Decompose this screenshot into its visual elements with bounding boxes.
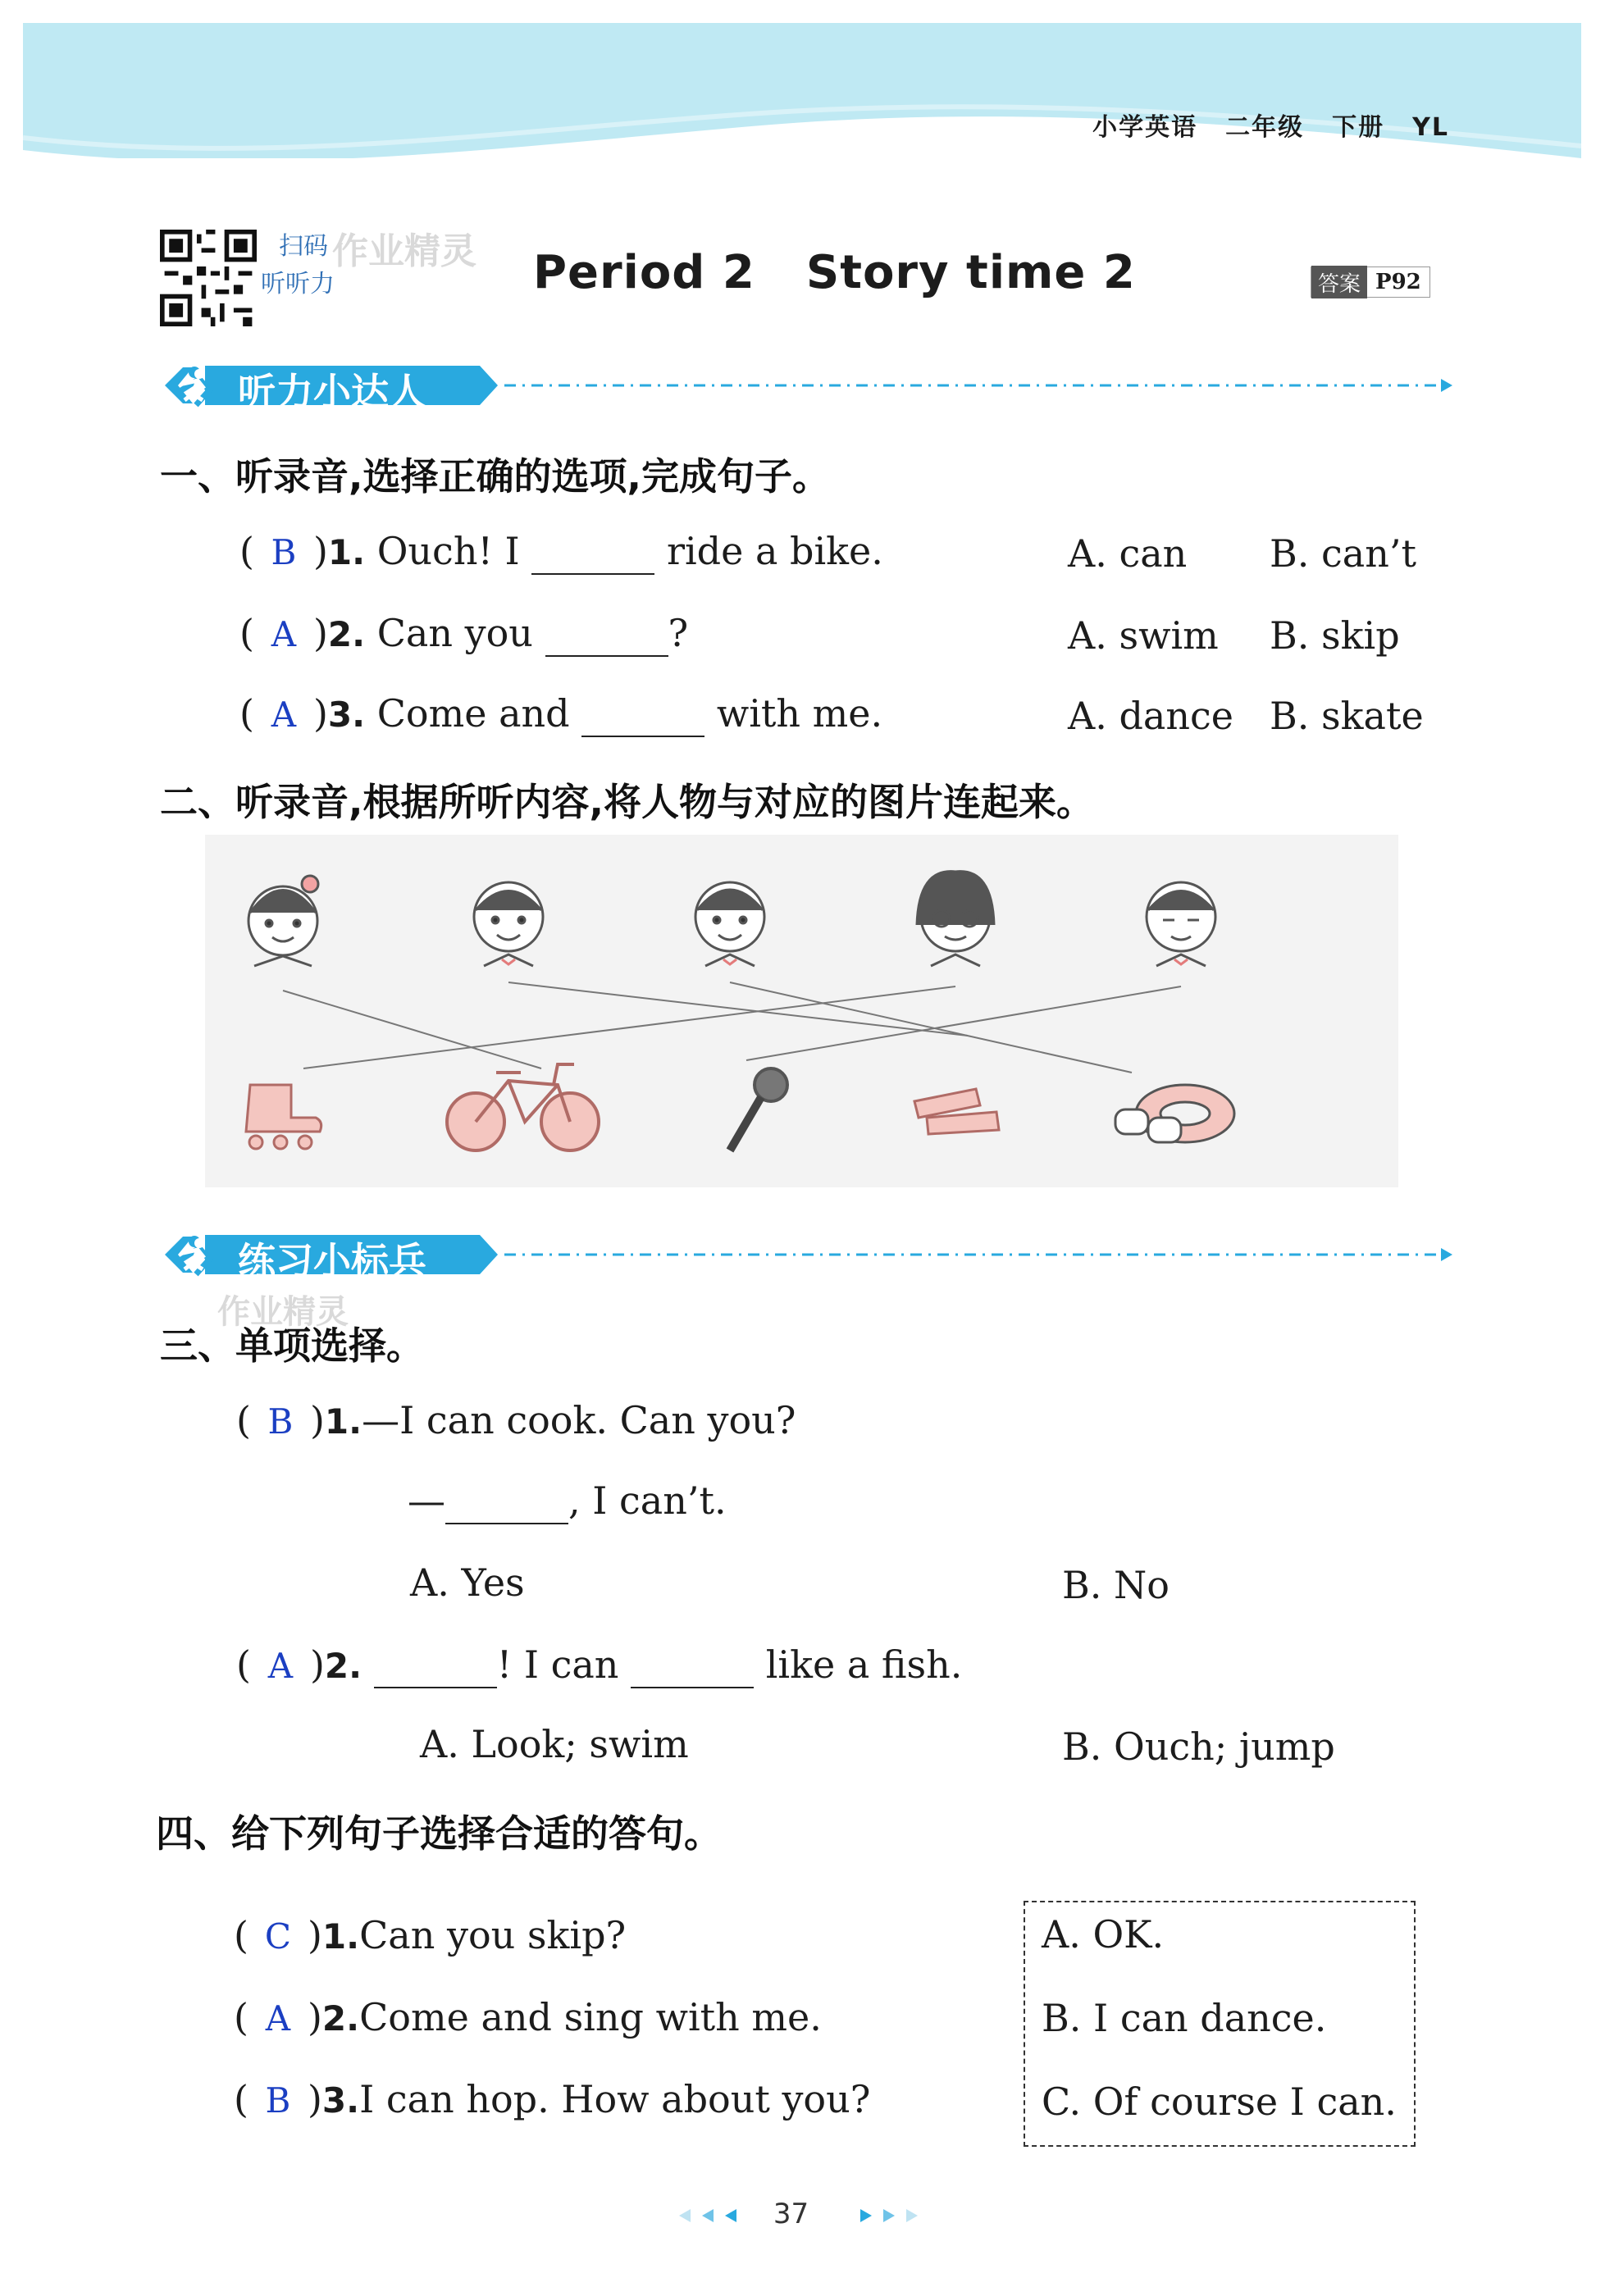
reply-text: , I can’t. [568,1478,727,1523]
part4-heading: 四、给下列句子选择合适的答句。 [156,1811,722,1856]
answer-blank[interactable] [374,1642,497,1688]
page-number: 37 [773,2198,809,2230]
period-label: Period 2 [533,246,755,299]
question-text-after: with me. [716,691,883,736]
option-b: B. Ouch; jump [1062,1724,1335,1769]
answer-blank[interactable] [445,1478,568,1524]
header-subject: 小学英语 [1092,113,1198,142]
question-text: Come and sing with me. [359,1995,822,2039]
dash: — [408,1478,445,1523]
part3-question-1: ( B )1.—I can cook. Can you? [236,1398,796,1442]
reply-option-b: B. I can dance. [1042,1996,1327,2040]
section-banner-practice [160,1230,1456,1283]
part2-heading: 二、听录音,根据所听内容,将人物与对应的图片连起来。 [160,780,1094,824]
watermark: 作业精灵 [332,230,476,272]
answer-mark: C [264,1916,292,1957]
option-b: B. skip [1270,613,1400,658]
answer-reference [1311,266,1430,298]
question-text: I can hop. How about you? [359,2077,871,2121]
question-number: 2. [327,614,366,654]
question-number: 3. [321,2080,360,2121]
question-number: 3. [327,695,366,735]
answer-mark: B [271,532,297,572]
section-title-listening: 听力小达人 [238,370,426,414]
answer-label: 答案 [1311,266,1367,298]
option-a: A. swim [1068,613,1219,658]
question-text-after: ride a bike. [666,529,883,573]
option-a: A. Look; swim [420,1722,689,1766]
question-text-after: like a fish. [765,1642,963,1687]
page-footer [673,2198,924,2230]
answer-mark: A [265,1998,291,2039]
answer-blank[interactable] [545,611,668,657]
page-title [533,246,1136,299]
question-text: Ouch! I [376,529,520,573]
question-text: ! I can [496,1642,619,1687]
matching-picture [205,835,1398,1187]
part4-question-1: ( C )1.Can you skip? [234,1913,627,1957]
question-text: Can you skip? [359,1913,627,1957]
answer-mark: A [271,695,297,735]
question-number: 1. [327,532,366,572]
reply-option-c: C. Of course I can. [1042,2080,1397,2124]
reply-option-a: A. OK. [1042,1912,1165,1957]
section-title-practice: 练习小标兵 [238,1239,426,1283]
answer-blank[interactable] [581,691,704,737]
part3-heading: 三、单项选择。 [160,1323,424,1368]
option-b: B. skate [1270,694,1424,738]
question-text-after: ? [668,611,689,655]
answer-mark: B [265,2080,291,2121]
header-edition: YL [1412,113,1449,142]
part4-question-3: ( B )3.I can hop. How about you? [234,2077,871,2121]
part1-heading: 一、听录音,选择正确的选项,完成句子。 [160,454,830,499]
qr-code-icon[interactable] [160,230,257,326]
question-text: —I can cook. Can you? [362,1398,796,1442]
option-b: B. No [1062,1563,1170,1607]
header-grade: 二年级 [1225,113,1305,142]
question-text: Come and [376,691,570,736]
runner-icon [176,367,212,403]
part1-question-1: ( B )1. Ouch! I ride a bike. [239,529,883,573]
question-text: Can you [376,611,533,655]
answer-blank[interactable] [631,1642,754,1688]
question-number: 2. [321,1998,360,2039]
option-a: A. can [1068,531,1188,576]
answer-mark: A [271,614,297,654]
answer-blank[interactable] [531,529,654,575]
banner-dashed-arrow [504,1246,1456,1263]
part3-question-1-reply [408,1478,727,1524]
story-label: Story time 2 [805,246,1136,299]
question-number: 1. [321,1916,360,1957]
question-number: 2. [324,1646,362,1686]
answer-page: P92 [1375,270,1421,294]
prev-arrows-icon [673,2206,746,2225]
header-volume: 下册 [1332,113,1385,142]
option-b: B. can’t [1270,531,1416,576]
watermark: 作业精灵 [217,1293,349,1331]
scan-line-1: 扫码 [279,232,328,261]
scan-line-2: 听听力 [261,270,335,298]
part1-question-2: ( A )2. Can you ? [239,611,689,655]
scan-to-listen-label[interactable] [261,228,335,303]
part3-question-2: ( A )2. ! I can like a fish. [236,1642,963,1687]
section-banner-listening [160,361,1456,414]
answer-mark: A [267,1646,294,1686]
part4-question-2: ( A )2.Come and sing with me. [234,1995,822,2039]
header-info [1065,107,1449,143]
answer-mark: B [267,1401,294,1442]
option-a: A. dance [1068,694,1233,738]
banner-dashed-arrow [504,377,1456,394]
runner-icon [176,1237,212,1273]
reply-options-box [1024,1901,1416,2147]
question-number: 1. [324,1401,362,1442]
option-a: A. Yes [410,1560,525,1605]
part1-question-3: ( A )3. Come and with me. [239,691,883,736]
next-arrows-icon [850,2206,924,2225]
